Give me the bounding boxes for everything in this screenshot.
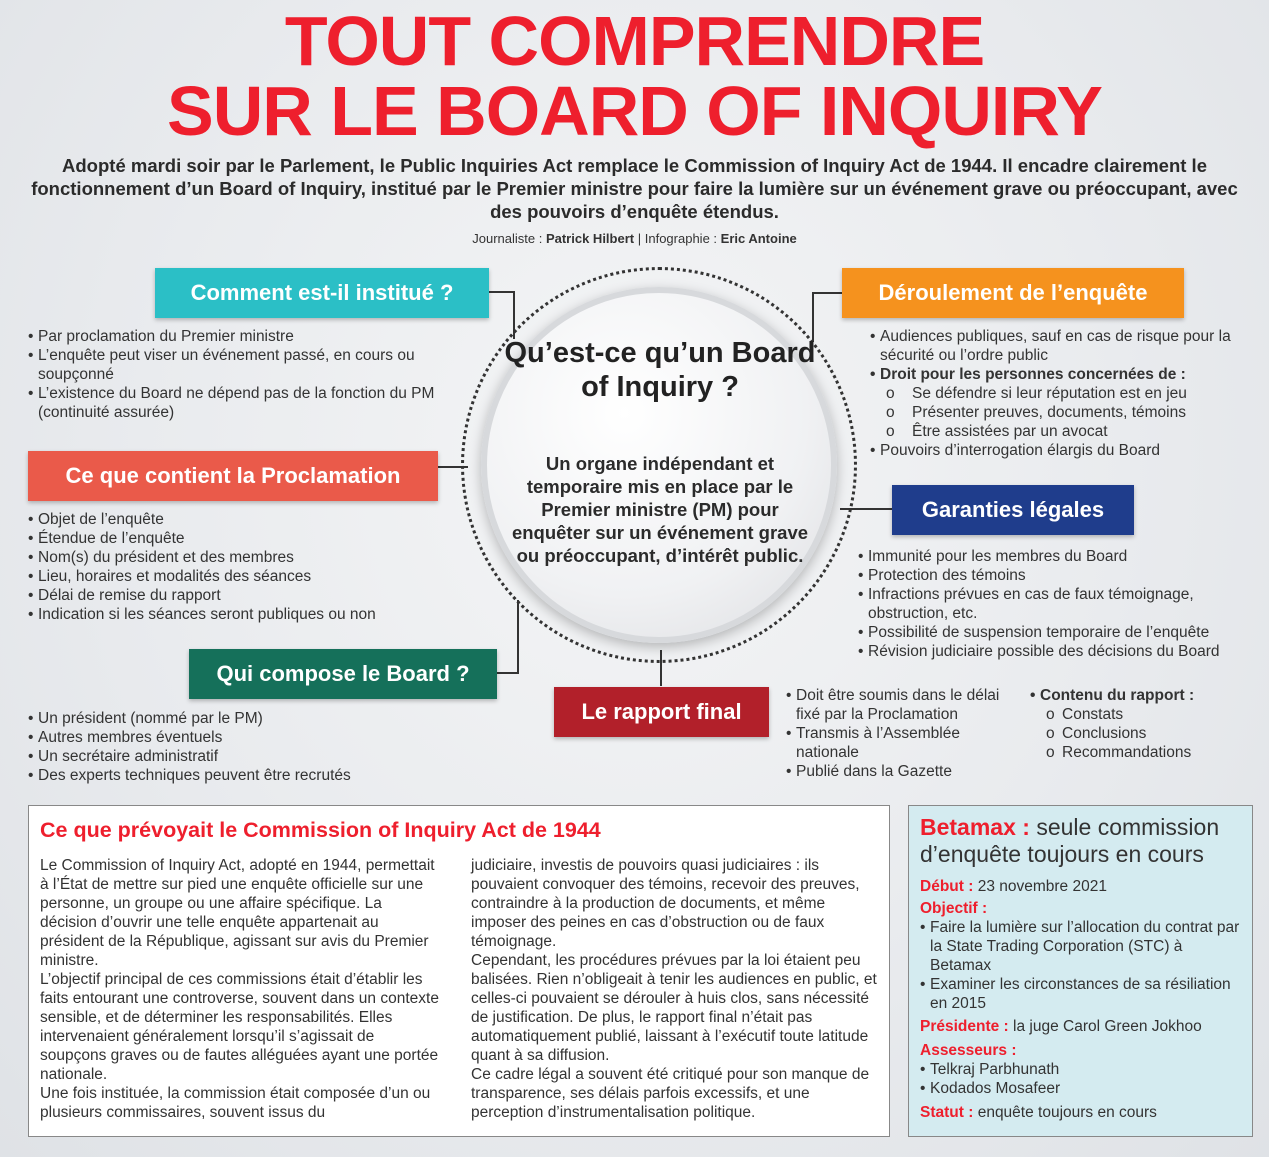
list-item: • Par proclamation du Premier ministre [28,327,438,346]
connector-line [497,672,519,674]
list-item: • Examiner les circonstances de sa résiliation en 2015 [920,975,1245,1013]
header-rapport-final: Le rapport final [554,687,769,737]
list-item: • Étendue de l’enquête [28,529,448,548]
list-item: • Lieu, horaires et modalités des séances [28,567,448,586]
list-item: • Nom(s) du président et des membres [28,548,448,567]
paragraph: Le Commission of Inquiry Act, adopté en 1944, permettait à l’État de mettre sur pied une enquête officielle sur une personne, un groupe ou une affaire spécifique. La décision d’ouvrir une telle enquête appartenait au président de la République, agissant sur avis du Premier ministre. [40,857,435,969]
paragraph: Une fois instituée, la commission était composée d’un ou plusieurs commissaires, souvent issus du [40,1085,431,1121]
list-item: • Kodados Mosafeer [920,1079,1245,1098]
list-item: • Délai de remise du rapport [28,586,448,605]
list-item: • L’enquête peut viser un événement passé, en cours ou soupçonné [28,346,438,384]
list-item: • Publié dans la Gazette [786,762,1016,781]
paragraph: L’objectif principal de ces commissions était d’établir les faits entourant une controverse, souvent dans un contexte sensible, et de déterminer les responsabilités. Elles intervenaient généralement lorsqu’il s’agissait de soupçons graves ou de fautes alléguées ayant une portée nationale. [40,971,439,1083]
list-item: • Infractions prévues en cas de faux témoignage, obstruction, etc. [858,585,1258,623]
connector-line [489,291,515,293]
box-1944-column-left [40,856,440,1122]
header-deroulement: Déroulement de l’enquête [842,268,1184,318]
header-garanties: Garanties légales [892,485,1134,535]
list-item: • Un président (nommé par le PM) [28,709,448,728]
center-definition: Un organe indépendant et temporaire mis en place par le Premier ministre (PM) pour enquêter sur un événement grave ou préoccupant, d’intérêt public. [511,453,809,566]
sub-list-item: o Être assistées par un avocat [870,422,1260,441]
sub-list-item: o Constats [1030,705,1260,724]
betamax-statut: Statut : enquête toujours en cours [920,1104,1157,1121]
list-item: • Des experts techniques peuvent être recrutés [28,766,448,785]
list-item: • Protection des témoins [858,566,1258,585]
list-item: • Indication si les séances seront publiques ou non [28,605,448,624]
list-item: • Droit pour les personnes concernées de : [870,365,1260,384]
center-title: Qu’est-ce qu’un Board of Inquiry ? [504,337,816,403]
credits: Journaliste : Patrick Hilbert | Infographie : Eric Antoine [472,231,797,246]
list-item: • Immunité pour les membres du Board [858,547,1258,566]
connector-line [812,292,842,294]
betamax-assesseurs-label: Assesseurs : [920,1042,1017,1059]
list-proclamation [28,510,448,624]
paragraph: judiciaire, investis de pouvoirs quasi judiciaires : ils pouvaient convoquer des témoins, recevoir des preuves, contraindre à la production de documents, et même imposer des peines en cas d’obstruction ou de faux témoignage. [471,857,860,950]
list-rapport [786,686,1016,781]
sub-list-item: o Présenter preuves, documents, témoins [870,403,1260,422]
sub-list-item: o Se défendre si leur réputation est en jeu [870,384,1260,403]
list-item: • Objet de l’enquête [28,510,448,529]
box-1944-column-right [471,856,883,1122]
betamax-objectif-list [920,918,1245,1013]
betamax-debut: Début : 23 novembre 2021 [920,878,1107,895]
betamax-objectif-label: Objectif : [920,900,988,917]
header-qui-compose: Qui compose le Board ? [189,649,497,699]
list-item: • Telkraj Parbhunath [920,1060,1245,1079]
list-item: • Pouvoirs d’interrogation élargis du Board [870,441,1260,460]
list-item: • Doit être soumis dans le délai fixé par la Proclamation [786,686,1016,724]
connector-line [812,292,814,342]
header-comment-institue: Comment est-il institué ? [155,268,489,318]
list-compose [28,709,448,785]
sub-list-item: o Recommandations [1030,743,1260,762]
betamax-title: Betamax : seule commission d’enquête toujours en cours [920,814,1220,867]
headline-line-1: TOUT COMPRENDRE [284,2,985,80]
list-institue [28,327,438,422]
list-deroulement [870,327,1260,460]
header-proclamation: Ce que contient la Proclamation [28,451,438,501]
sub-list-item: o Conclusions [1030,724,1260,743]
betamax-presidente: Présidente : la juge Carol Green Jokhoo [920,1018,1202,1035]
list-item: • Possibilité de suspension temporaire de l’enquête [858,623,1258,642]
list-item: • L’existence du Board ne dépend pas de la fonction du PM (continuité assurée) [28,384,438,422]
betamax-details [920,877,1245,1122]
list-item: • Faire la lumière sur l’allocation du contrat par la State Trading Corporation (STC) à Betamax [920,918,1245,975]
betamax-assesseurs-list [920,1060,1245,1098]
box-1944-title: Ce que prévoyait le Commission of Inquiry Act de 1944 [40,818,601,842]
list-item: • Contenu du rapport : [1030,686,1260,705]
list-garanties [858,547,1258,661]
list-item: • Audiences publiques, sauf en cas de risque pour la sécurité ou l’ordre public [870,327,1260,365]
list-item: • Autres membres éventuels [28,728,448,747]
headline-line-2: SUR LE BOARD OF INQUIRY [167,72,1102,150]
paragraph: Ce cadre légal a souvent été critiqué pour son manque de transparence, ses délais parfois excessifs, et une perception d’instrumentalisation politique. [471,1066,870,1121]
connector-line [517,600,519,674]
paragraph: Cependant, les procédures prévues par la loi étaient peu balisées. Rien n’obligeait à tenir les audiences en public, et celles-ci pouvaient se dérouler à huis clos, sans nécessité de justification. De plus, le rapport final n’était pas automatiquement publié, laissant à l’exécutif toute latitude quant à sa diffusion. [471,952,877,1064]
list-item: • Un secrétaire administratif [28,747,448,766]
intro-paragraph: Adopté mardi soir par le Parlement, le Public Inquiries Act remplace le Commission of Inquiry Act de 1944. Il encadre clairement le fonctionnement d’un Board of Inquiry, institué par le Premier ministre pour faire la lumière sur un événement grave ou préoccupant, avec des pouvoirs d’enquête étendus. [31,155,1238,222]
list-item: • Transmis à l’Assemblée nationale [786,724,1016,762]
list-contenu-rapport [1030,686,1260,762]
list-item: • Révision judiciaire possible des décisions du Board [858,642,1258,661]
